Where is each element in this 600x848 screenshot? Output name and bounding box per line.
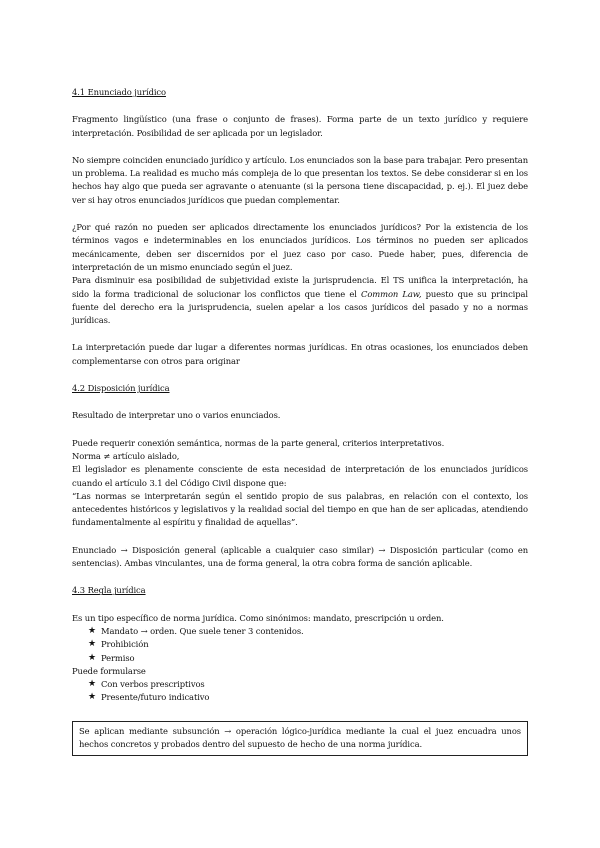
star-icon: ★ <box>88 692 96 703</box>
list-item <box>88 691 528 704</box>
star-icon: ★ <box>88 625 96 636</box>
paragraph-interpretacion: La interpretación puede dar lugar a diferentes normas jurídicas. En otras ocasiones, los enunciados deben complementarse con otros para originar <box>72 342 528 366</box>
list-item <box>88 625 528 638</box>
bullet-list-contenidos <box>72 625 528 665</box>
subsuncion-text: Se aplican mediante subsunción → operación lógico-jurídica mediante la cual el juez encuadra unos hechos concretos y probados dentro del supuesto de hecho de una norma jurídica. <box>79 725 521 749</box>
line-conexion-semantica: Puede requerir conexión semántica, normas de la parte general, criterios interpretativos. <box>72 437 445 448</box>
list-item <box>88 638 528 651</box>
paragraph-no-siempre: No siempre coinciden enunciado jurídico y artículo. Los enunciados son la base para trabajar. Pero presentan un problema. La realidad es mucho más compleja de lo que presentan los textos. Se debe considerar si en los hechos hay algo que pueda ser agravante o atenuante (si la persona tiene discapacidad, p. ej.). El juez debe ver si hay otros enunciados jurídicos que puedan complementar. <box>72 154 528 205</box>
list-item <box>88 652 528 665</box>
paragraph-jurisprudencia-part1: Para disminuir esa posibilidad de subjetividad existe la jurisprudencia. El TS unifica la interpretación, ha sido la forma tradicional de solucionar los conflictos que tiene el <box>72 275 528 299</box>
star-icon: ★ <box>88 652 96 663</box>
star-icon: ★ <box>88 639 96 650</box>
paragraph-fragmento: Fragmento lingüístico (una frase o conjunto de frases). Forma parte de un texto jurídico y requiere interpretación. Posibilidad de ser aplicada por un legislador. <box>72 114 528 138</box>
paragraph-tipo-especifico: Es un tipo específico de norma jurídica. Como sinónimos: mandato, prescripción u orden. <box>72 612 444 623</box>
line-puede-formularse: Puede formularse <box>72 665 146 676</box>
list-item-text: Permiso <box>101 652 135 663</box>
line-norma-articulo: Norma ≠ artículo aislado, <box>72 450 180 461</box>
paragraph-jurisprudencia-part2: puesto que su principal fuente del derecho era la jurisprudencia, suelen apelar a los casos jurídicos del pasado y no a normas jurídicas. <box>72 288 528 326</box>
list-item-text: Presente/futuro indicativo <box>101 692 210 703</box>
paragraph-jurisprudencia <box>72 274 528 327</box>
bullet-list-formulacion <box>72 678 528 705</box>
list-item <box>88 678 528 691</box>
section-heading-4-3: 4.3 Regla jurídica <box>72 585 146 596</box>
list-item-text: Prohibición <box>101 639 149 650</box>
list-item-text: Mandato → orden. Que suele tener 3 contenidos. <box>101 625 304 636</box>
star-icon: ★ <box>88 679 96 690</box>
section-heading-4-1: 4.1 Enunciado jurídico <box>72 87 166 97</box>
paragraph-legislador: El legislador es plenamente consciente de esta necesidad de interpretación de los enunciados jurídicos cuando el artículo 3.1 del Código Civil dispone que: <box>72 464 528 488</box>
quote-codigo-civil: “Las normas se interpretarán según el sentido propio de sus palabras, en relación con el contexto, los antecedentes históricos y legislativos y la realidad social del tiempo en que han de ser aplicadas, atendiendo fundamentalmente al espíritu y finalidad de aquellas”. <box>72 490 528 528</box>
paragraph-enunciado-disposicion: Enunciado → Disposición general (aplicable a cualquier caso similar) → Disposición particular (como en sentencias). Ambas vinculantes, una de forma general, la otra cobra forma de sanción aplicable. <box>72 544 528 569</box>
section-heading-4-2: 4.2 Disposición jurídica <box>72 383 170 394</box>
subsuncion-callout-box <box>72 721 528 757</box>
list-item-text: Con verbos prescriptivos <box>101 679 205 690</box>
common-law-term: Common Law, <box>361 288 422 299</box>
paragraph-por-que: ¿Por qué razón no pueden ser aplicados directamente los enunciados jurídicos? Por la existencia de los términos vagos e indeterminables en los enunciados jurídicos. Los términos no pueden ser aplicados mecánicamente, deben ser discernidos por el juez caso por caso. Puede haber, pues, diferencia de interpretación de un mismo enunciado según el juez. <box>72 222 528 272</box>
paragraph-resultado: Resultado de interpretar uno o varios enunciados. <box>72 410 281 421</box>
